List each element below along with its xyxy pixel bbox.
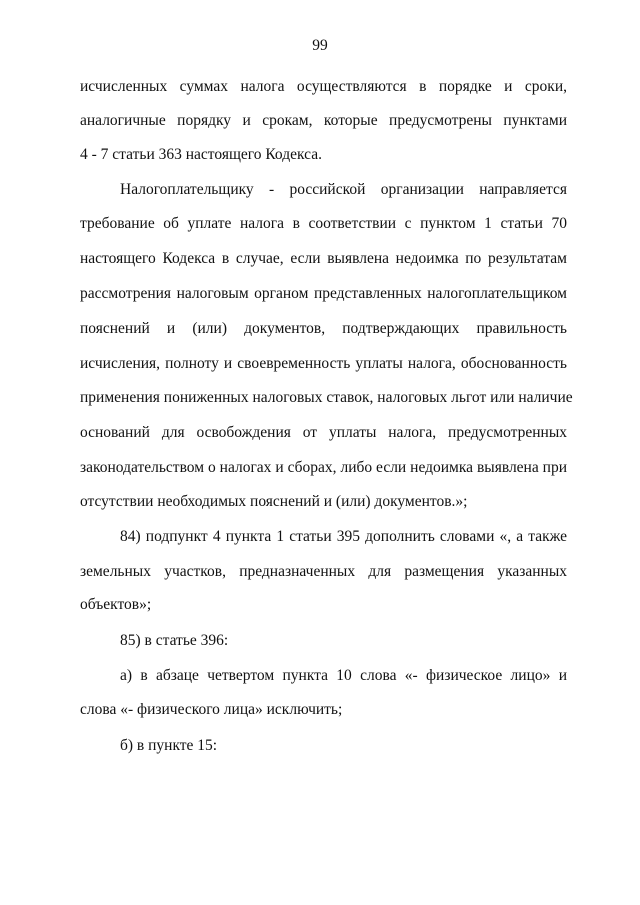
text-line: применения пониженных налоговых ставок, налоговых льгот или наличие — [80, 389, 573, 406]
text-line: аналогичные порядку и срокам, которые предусмотрены пунктами — [80, 112, 567, 129]
text-line: отсутствии необходимых пояснений и (или) документов.»; — [80, 493, 468, 510]
text-line: законодательством о налогах и сборах, либо если недоимка выявлена при — [80, 459, 567, 476]
text-line: настоящего Кодекса в случае, если выявлена недоимка по результатам — [80, 250, 567, 267]
text-line: оснований для освобождения от уплаты налога, предусмотренных — [80, 424, 567, 441]
text-line: 84) подпункт 4 пункта 1 статьи 395 дополнить словами «, а также — [120, 528, 567, 545]
text-line: б) в пункте 15: — [120, 737, 218, 754]
text-line: 4 - 7 статьи 363 настоящего Кодекса. — [80, 146, 322, 163]
page-number: 99 — [312, 37, 328, 54]
text-line: рассмотрения налоговым органом представленных налогоплательщиком — [80, 285, 567, 302]
text-line: а) в абзаце четвертом пункта 10 слова «- физическое лицо» и — [120, 667, 567, 684]
text-line: земельных участков, предназначенных для размещения указанных — [80, 563, 567, 580]
text-line: требование об уплате налога в соответствии с пунктом 1 статьи 70 — [80, 215, 567, 232]
text-line: Налогоплательщику - российской организации направляется — [120, 181, 567, 198]
text-line: исчисления, полноту и своевременность уплаты налога, обоснованность — [80, 355, 567, 372]
text-line: пояснений и (или) документов, подтверждающих правильность — [80, 320, 567, 337]
text-line: исчисленных суммах налога осуществляются в порядке и сроки, — [80, 78, 567, 95]
text-line: объектов»; — [80, 596, 152, 613]
text-line: слова «- физического лица» исключить; — [80, 701, 343, 718]
text-line: 85) в статье 396: — [120, 632, 229, 649]
